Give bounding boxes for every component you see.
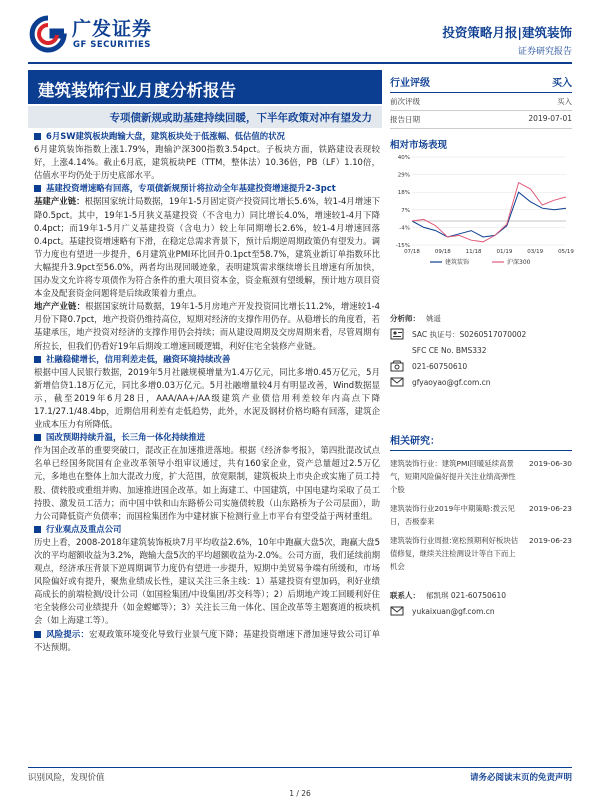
series-line — [412, 183, 566, 242]
square-bullet-icon — [34, 434, 41, 441]
page-number: 1 / 26 — [289, 789, 311, 798]
assistant-label: 联系人： — [390, 590, 420, 600]
section-heading: 基建投资增速略有回落，专项债新规预计将拉动全年基建投资增速提升2-3pct — [46, 183, 336, 194]
header-divider — [28, 62, 572, 64]
related-item[interactable] — [390, 457, 572, 496]
y-tick-label: 40% — [397, 155, 410, 161]
related-item-text: 建筑装饰行业周报:宽松预期利好板块估值修复，继续关注检测设计等自下而上机会 — [390, 536, 519, 571]
lead-label: 地产产业链： — [34, 301, 86, 312]
x-tick-label: 07/18 — [404, 249, 420, 255]
report-date-value: 2019-07-01 — [528, 114, 572, 123]
mail-icon — [390, 605, 404, 617]
section-heading: 行业观点及重点公司 — [46, 523, 122, 534]
main-body — [34, 130, 380, 654]
header — [0, 0, 600, 66]
sidebar — [390, 74, 572, 275]
section-heading: 风险提示： — [46, 628, 90, 639]
paragraph: 宏观政策环境变化导致行业景气度下降；基建投资增速下滑加速导致公司订单不达预期。 — [34, 628, 381, 652]
footer-divider — [28, 767, 572, 768]
x-tick-label: 09/18 — [434, 249, 451, 255]
paragraph: 根据国家统计局数据，19年1-5月房地产开发投资同比增长11.2%，增速较1-4月份下降0.7pct，地产投资仍维持高位，短期对经济的支撑作用仍存。从稳增长的角度看，若基建承压，地产投资对经济的支撑作用仍会持续；而从建设周期及交房周期来看，尽管周期有所拉长，但我们仍看好19年后期竣工增速回暖逻辑，利好住宅全装修产业链。 — [34, 301, 381, 351]
related-item-date: 2019-06-23 — [529, 536, 572, 545]
section-heading: 国改预期持续升温，长三角一体化持续推进 — [46, 432, 206, 443]
y-tick-label: 29% — [397, 172, 410, 179]
x-tick-label: 03/19 — [527, 249, 544, 255]
related-research — [390, 432, 572, 619]
id-card-icon — [390, 328, 404, 340]
relative-performance-chart — [390, 151, 572, 271]
square-bullet-icon — [34, 356, 41, 363]
sfc-number: SFC CE No. BMS332 — [412, 345, 487, 355]
lead-label: 基建产业链： — [34, 196, 85, 207]
related-item[interactable] — [390, 534, 572, 573]
phone-row — [390, 358, 572, 374]
sac-row — [390, 326, 572, 342]
logo-cn: 广发证券 — [72, 18, 153, 40]
section-heading: 6月SW建筑板块跑输大盘，建筑板块处于低涨幅、低估值的状况 — [46, 131, 285, 141]
related-title: 相关研究： — [390, 436, 440, 447]
assistant-email-row — [390, 603, 572, 619]
x-tick-label: 01/19 — [496, 249, 513, 255]
footer-slogan: 识别风险，发现价值 — [28, 773, 105, 783]
contact-block — [390, 310, 572, 390]
sac-number: SAC 执证号：S0260517070002 — [412, 329, 527, 339]
logo-en: GF SECURITIES — [73, 40, 151, 50]
assistant-email[interactable]: yukaixuan@gf.com.cn — [412, 606, 495, 616]
square-bullet-icon — [34, 631, 41, 638]
square-bullet-icon — [34, 526, 41, 533]
prev-rating-value: 买入 — [557, 97, 572, 106]
y-tick-label: 18% — [397, 190, 410, 197]
rating-value: 买入 — [552, 78, 572, 89]
y-tick-label: -15% — [395, 243, 410, 249]
analyst-row — [390, 310, 572, 326]
prev-rating-row — [390, 93, 572, 111]
related-item-text: 建筑装饰行业2019年中期策略:拨云见日，否极泰来 — [390, 504, 515, 526]
square-bullet-icon — [34, 185, 41, 192]
related-item[interactable] — [390, 502, 572, 528]
email-address[interactable]: gfyaoyao@gf.com.cn — [412, 377, 491, 387]
x-tick-label: 11/18 — [465, 249, 482, 255]
square-bullet-icon — [34, 133, 41, 140]
report-date-row — [390, 111, 572, 129]
section-heading: 社融稳健增长，信用利差走低，融资环境持续改善 — [46, 353, 231, 364]
related-item-text: 建筑装饰行业：建筑PMI回暖延续高景气，短期风险偏好提升关注业绩高弹性个股 — [390, 459, 516, 494]
analyst-name: 姚遥 — [426, 313, 441, 323]
related-item-date: 2019-06-30 — [529, 459, 572, 468]
report-title: 建筑装饰行业月度分析报告 — [28, 70, 382, 104]
paragraph: 根据国家统计局数据，19年1-5月固定资产投资同比增长5.6%，较1-4月增速下降0.5pct。其中，19年1-5月狭义基建投资（不含电力）同比增长4.0%，增速较1-4月下降0.4pct；而19年1-5月广义基建投资（含电力）较上年同期增长2.6%，较1-4月增速回落0.4pct。基建投资增速略有下滑，在稳定总需求背景下，预计后期逆周期政策仍有望发力。调节力度也有望进一步提升，6月建筑业PMI环比回升0.1pct至58.7%，建筑业新订单指数环比大幅提升3.9pct至56.0%，两者均出现回暖迹象，表明建筑需求继续增长且增速有所加快，国办发文允许将专项债作为符合条件的重大项目资本金，资金瓶颈有望缓解，预计地方项目资本金及配套资金问题将是后续政策着力重点。 — [34, 196, 381, 299]
paragraph: 根据中国人民银行数据，2019年5月社融规模增量为1.4万亿元，同比多增0.45万亿元，5月新增信贷1.18万亿元，同比多增0.03万亿元。5月社融增量较4月有明显改善，Wind数据显示，截至2019年6月28日，AAA/AA+/AA级建筑产业债信用利差较年内高点下降17.1/27.1/48.4bp，近期信用利差有走低趋势，此外，水泥及钢材价格均略有回落，建筑企业成本压力有所降低。 — [34, 366, 380, 430]
paragraph: 6月建筑装饰指数上涨1.79%，跑输沪深300指数3.54pct。子板块方面，铁路建设表现较好，上涨4.14%。截止6月底，建筑板块PE（TTM，整体法）10.36倍，PB（LF）1.10倍，估值水平均仍处于历史底部水平。 — [34, 144, 380, 181]
chart-title: 相对市场表现 — [390, 140, 448, 151]
gf-logo-icon — [28, 16, 68, 50]
footer-disclaimer: 请务必阅读末页的免责声明 — [469, 773, 572, 783]
related-header — [390, 432, 572, 451]
prev-rating-label: 前次评级 — [390, 97, 420, 106]
analyst-label: 分析师： — [390, 313, 420, 323]
phone-icon — [390, 360, 404, 372]
rating-header — [390, 74, 572, 93]
report-sub: 证券研究报告 — [517, 47, 572, 57]
mail-icon — [390, 376, 404, 388]
assistant-info: 郁凯琪 021-60750610 — [426, 590, 507, 600]
assistant-row — [390, 587, 572, 603]
rating-label: 行业评级 — [390, 78, 430, 89]
series-line — [412, 192, 566, 237]
report-type: 投资策略月报|建筑装饰 — [442, 25, 572, 40]
y-tick-label: 7% — [401, 207, 410, 214]
legend-label: 沪深300 — [507, 259, 531, 266]
report-date-label: 报告日期 — [390, 115, 420, 124]
sfc-row — [390, 342, 572, 358]
related-item-date: 2019-06-23 — [529, 504, 572, 513]
phone-number: 021-60750610 — [412, 361, 468, 371]
spacer — [390, 344, 404, 356]
report-subtitle: 专项债新规或助基建持续回暖，下半年政策对冲有望发力 — [28, 106, 382, 128]
legend-label: 建筑装饰 — [445, 259, 470, 266]
email-row — [390, 374, 572, 390]
paragraph: 作为国企改革的重要突破口，混改正在加速推进落地。根据《经济参考报》，第四批混改试点名单已经国务院国有企业改革领导小组审议通过，共有160家企业，资产总量超过2.5万亿元，多地也在整体上加大混改力度，扩大范围，放宽限制，建筑板块上市央企或实施了员工持股、债转股或重组并购、加速推进国企改革。如上海建工、中国建筑，中国电建均采取了员工持股、激发员工活力；而中国中铁和山东路桥公司实施债转股（山东路桥为子公司层面），助力公司降低资产负债率；而国检集团作为中建材旗下检测行业上市平台有望受益于两材重组。 — [34, 445, 380, 521]
x-tick-label: 05/19 — [558, 249, 574, 255]
y-tick-label: -4% — [399, 225, 410, 232]
paragraph: 历史上看，2008-2018年建筑装饰板块7月平均收益2.6%，10年中跑赢大盘5次，跑赢大盘5次的平均超额收益为3.2%，跑输大盘5次的平均超额收益为-2.0%。公司方面，我们延续前期观点，经济承压背景下逆周期调节力度仍有望进一步提升，短期中美贸易争端有所缓和，市场风险偏好或有提升，聚焦业绩成长性，建议关注三条主线：1）基建投资有望加码，利好业绩高成长的前端检测/设计公司（如国检集团/中设集团/苏交科等）；2）后期地产竣工回暖利好住宅全装修公司业绩提升（如金螳螂等）；3）关注长三角一体化、国企改革等主题赛道的板块机会（如上海建工等）。 — [34, 536, 380, 626]
